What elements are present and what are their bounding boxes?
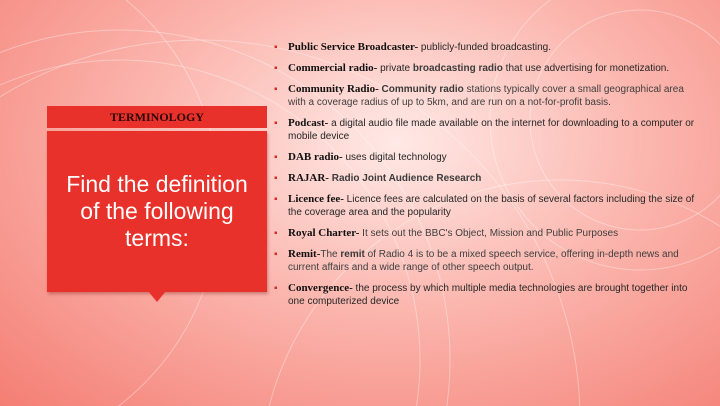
term-name: Licence fee-	[288, 193, 344, 205]
term-definition-rest: that use advertising for monetization.	[502, 63, 670, 74]
terms-list	[274, 41, 704, 316]
term-name: Podcast-	[288, 117, 329, 129]
term-definition: publicly-funded broadcasting.	[418, 42, 552, 53]
term-definition: Licence fees are calculated on the basis of several factors including the size of the coverage area and the popularity	[288, 194, 695, 218]
square-bullet-icon: ▪	[274, 249, 278, 260]
heading-callout	[47, 131, 267, 292]
square-bullet-icon: ▪	[274, 63, 278, 74]
term-name: RAJAR-	[288, 172, 329, 184]
term-name: Public Service Broadcaster-	[288, 41, 419, 53]
list-item	[274, 248, 704, 274]
square-bullet-icon: ▪	[274, 152, 278, 163]
list-item	[274, 117, 704, 143]
square-bullet-icon: ▪	[274, 194, 278, 205]
term-name: DAB radio-	[288, 151, 343, 163]
term-name: Convergence-	[288, 282, 353, 294]
square-bullet-icon: ▪	[274, 118, 278, 129]
term-name: Royal Charter-	[288, 227, 360, 239]
square-bullet-icon: ▪	[274, 228, 278, 239]
list-item	[274, 83, 704, 109]
term-highlight: Community radio	[381, 84, 464, 95]
term-name: Remit-	[288, 248, 321, 260]
list-item	[274, 172, 704, 185]
term-definition: The	[320, 249, 341, 260]
term-definition: It sets out the BBC's Object, Mission and Public Purposes	[359, 228, 619, 239]
term-definition: private	[377, 63, 413, 74]
list-item	[274, 193, 704, 219]
list-item	[274, 151, 704, 164]
term-name: Commercial radio-	[288, 62, 378, 74]
term-highlight: broadcasting radio	[412, 63, 503, 74]
square-bullet-icon: ▪	[274, 42, 278, 53]
list-item	[274, 282, 704, 308]
term-highlight: remit	[340, 249, 365, 260]
list-item	[274, 41, 704, 54]
terminology-label: TERMINOLOGY	[47, 106, 267, 128]
square-bullet-icon: ▪	[274, 173, 278, 184]
term-highlight: Radio Joint Audience Research	[331, 173, 482, 184]
square-bullet-icon: ▪	[274, 283, 278, 294]
slide-heading: Find the definition of the following terms:	[66, 171, 248, 251]
list-item	[274, 62, 704, 75]
term-definition-rest: of Radio 4 is to be a mixed speech service, offering in-depth news and current affairs and a wide range of other speech output.	[288, 249, 679, 273]
callout-pointer	[148, 291, 166, 302]
term-definition: uses digital technology	[342, 152, 447, 163]
term-definition: a digital audio file made available on the internet for downloading to a computer or mobile device	[288, 118, 695, 142]
term-definition-rest: stations typically cover a small geographical area with a coverage radius of up to 5km, and are run on a not-for-profit basis.	[288, 84, 684, 108]
square-bullet-icon: ▪	[274, 84, 278, 95]
term-definition: the process by which multiple media technologies are brought together into one computerized device	[288, 283, 688, 307]
term-name: Community Radio-	[288, 83, 379, 95]
list-item	[274, 227, 704, 240]
